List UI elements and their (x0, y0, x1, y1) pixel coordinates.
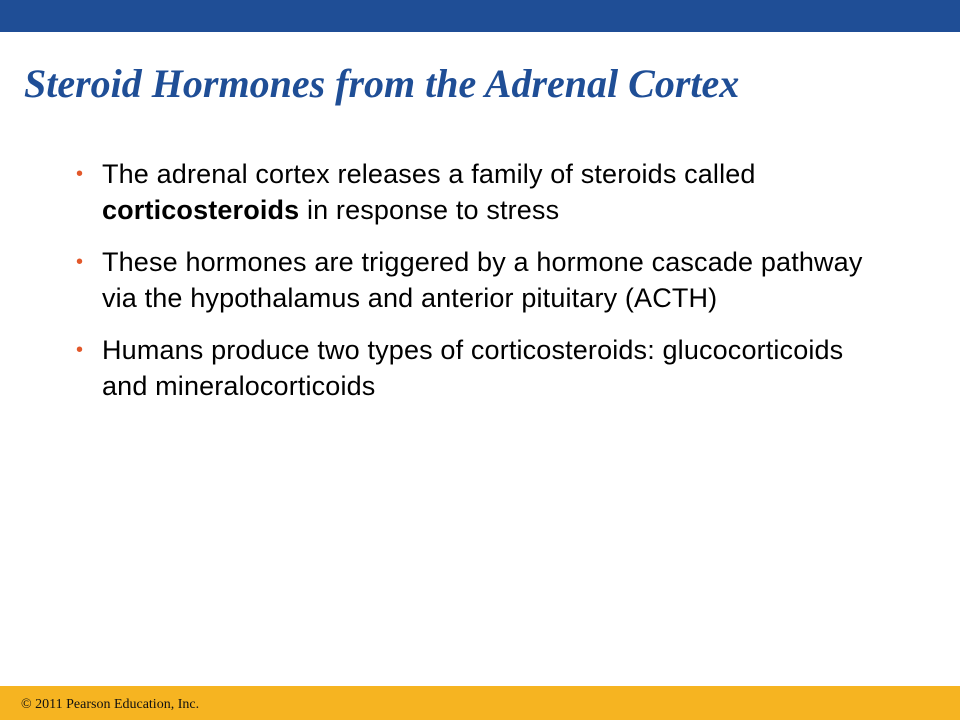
bullet-marker: • (76, 251, 84, 273)
bullet-marker: • (76, 339, 84, 361)
bullet-item (76, 332, 876, 404)
bullet-text-part: The adrenal cortex releases a family of steroids called (102, 159, 756, 189)
bullet-text-part: in response to stress (299, 195, 560, 225)
bullet-list (76, 156, 876, 420)
bullet-text: Humans produce two types of corticosteroids: glucocorticoids and mineralocorticoids (102, 335, 844, 401)
bullet-bold-term: corticosteroids (102, 195, 300, 225)
top-banner (0, 0, 960, 32)
slide-title: Steroid Hormones from the Adrenal Cortex (24, 61, 740, 106)
bullet-item (76, 244, 876, 316)
bullet-item (76, 156, 876, 228)
bullet-text: These hormones are triggered by a hormone cascade pathway via the hypothalamus and anterior pituitary (ACTH) (102, 247, 863, 313)
copyright-notice: © 2011 Pearson Education, Inc. (21, 697, 200, 712)
bullet-marker: • (76, 163, 84, 185)
bullet-text (102, 159, 756, 225)
